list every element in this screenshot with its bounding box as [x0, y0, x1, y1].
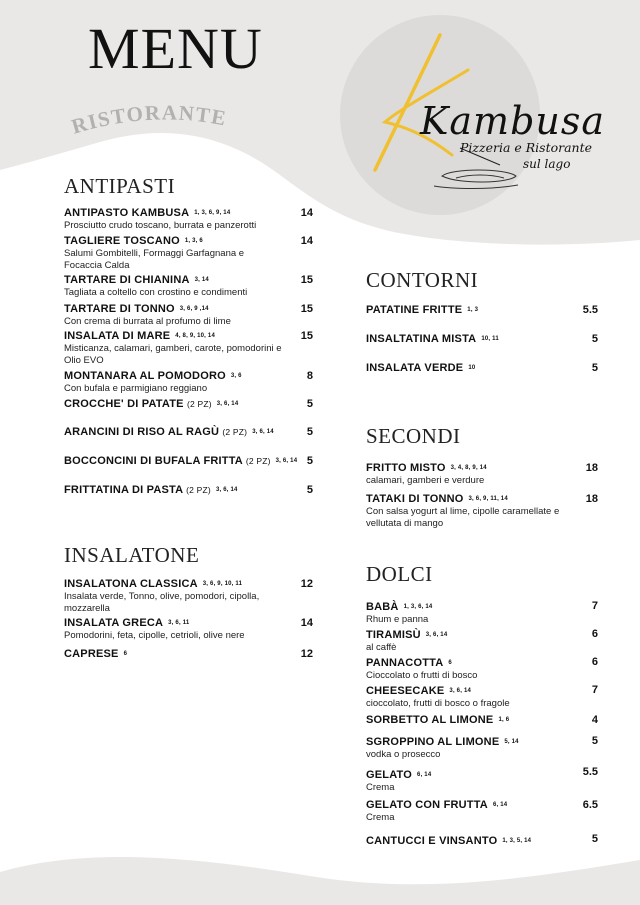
item-name: CROCCHE' DI PATATE	[64, 398, 184, 410]
section-title-antipasti: ANTIPASTI	[64, 174, 176, 198]
item-name: TIRAMISÙ	[366, 629, 421, 641]
item-allergens: 1, 3, 6, 9, 14	[194, 210, 231, 216]
item-size: (2 PZ)	[186, 485, 211, 495]
menu-item	[64, 484, 238, 497]
item-description: Con salsa yogurt al lime, cipolle caramellate e vellutata di mango	[366, 506, 560, 529]
item-allergens: 1, 3, 6	[184, 238, 203, 244]
item-name: TAGLIERE TOSCANO	[64, 235, 180, 247]
item-name: PANNACOTTA	[366, 657, 444, 669]
item-allergens: 10, 11	[481, 336, 499, 342]
menu-item	[64, 235, 264, 272]
item-price: 18	[585, 462, 598, 474]
menu-item	[366, 629, 447, 654]
menu-item	[64, 370, 304, 395]
item-name: SGROPPINO AL LIMONE	[366, 736, 500, 748]
item-allergens: 6	[123, 651, 128, 657]
item-price: 5.5	[582, 304, 598, 316]
item-name: BOCCONCINI DI BUFALA FRITTA	[64, 455, 243, 467]
item-name: TARTARE DI CHIANINA	[64, 274, 190, 286]
menu-item	[366, 362, 475, 375]
item-allergens: 3, 6, 14	[449, 688, 472, 694]
item-allergens: 3, 6, 11	[168, 620, 190, 626]
item-allergens: 3, 6, 14	[252, 429, 274, 435]
brand-name: Kambusa	[420, 99, 606, 143]
item-allergens: 1, 3, 6, 14	[403, 604, 433, 610]
item-name: CAPRESE	[64, 648, 119, 660]
item-description: cioccolato, frutti di bosco o fragole	[366, 698, 510, 709]
item-price: 5	[306, 426, 313, 438]
menu-item	[64, 398, 238, 411]
menu-item	[64, 617, 304, 642]
menu-item	[366, 493, 564, 530]
item-price: 5	[591, 735, 598, 747]
item-name: INSALATA VERDE	[366, 362, 464, 374]
item-price: 6.5	[582, 799, 598, 811]
item-name: BABÀ	[366, 601, 399, 613]
section-title-insalatone: INSALATONE	[64, 543, 200, 567]
menu-item	[366, 657, 477, 682]
svg-text:RISTORANTE	[69, 100, 229, 138]
item-name: SORBETTO AL LIMONE	[366, 714, 494, 726]
menu-item	[366, 769, 431, 794]
item-allergens: 1, 6	[498, 717, 510, 723]
item-price: 4	[591, 714, 598, 726]
item-allergens: 3, 6, 9, 11, 14	[468, 496, 508, 502]
item-price: 15	[300, 303, 313, 315]
item-allergens: 3, 6, 9 ,14	[179, 306, 209, 312]
item-name: MONTANARA AL POMODORO	[64, 370, 226, 382]
item-description: calamari, gamberi e verdure	[366, 475, 485, 486]
item-price: 5	[591, 833, 598, 845]
item-description: Insalata verde, Tonno, olive, pomodori, cipolla, mozzarella	[64, 591, 260, 614]
item-price: 5.5	[582, 766, 598, 778]
item-description: Rhum e panna	[366, 614, 429, 625]
item-description: Pomodorini, feta, cipolle, cetrioli, olive nere	[64, 630, 245, 641]
item-allergens: 1, 3	[467, 307, 479, 313]
item-allergens: 4, 8, 9, 10, 14	[175, 333, 215, 339]
item-name: CHEESECAKE	[366, 685, 445, 697]
item-allergens: 6, 14	[417, 772, 432, 778]
item-name: INSALATA DI MARE	[64, 330, 171, 342]
item-description: Crema	[366, 812, 395, 823]
item-description: Cioccolato o frutti di bosco	[366, 670, 478, 681]
item-allergens: 3, 6, 14	[215, 487, 238, 493]
menu-item	[366, 736, 519, 761]
menu-item	[366, 835, 531, 848]
item-price: 5	[306, 398, 313, 410]
item-price: 14	[300, 235, 313, 247]
item-description: Prosciutto crudo toscano, burrata e panzerotti	[64, 220, 257, 231]
menu-item	[366, 601, 432, 626]
menu-item	[366, 462, 576, 487]
menu-item	[366, 685, 510, 710]
ristorante-subtitle	[68, 92, 268, 152]
item-allergens: 6, 14	[492, 802, 508, 808]
brand-tagline-2: sul lago	[523, 157, 571, 171]
item-price: 12	[300, 648, 313, 660]
menu-item	[64, 330, 286, 367]
item-description: Con bufala e parmigiano reggiano	[64, 383, 208, 394]
menu-item	[64, 274, 304, 299]
item-allergens: 6	[448, 660, 452, 666]
item-price: 5	[306, 455, 313, 467]
item-description: al caffè	[366, 642, 397, 653]
item-allergens: 3, 6, 14	[216, 401, 239, 407]
kambusa-logo	[340, 30, 640, 200]
item-price: 5	[591, 362, 598, 374]
menu-item	[366, 799, 507, 824]
menu-item	[64, 578, 272, 615]
item-description: Misticanza, calamari, gamberi, carote, pomodorini e Olio EVO	[64, 343, 282, 366]
item-price: 14	[300, 207, 313, 219]
ristorante-text: RISTORANTE	[68, 100, 230, 139]
item-price: 18	[585, 493, 598, 505]
item-name: INSALATONA CLASSICA	[64, 578, 198, 590]
item-description: Salumi Gombitelli, Formaggi Garfagnana e Focaccia Calda	[64, 248, 245, 271]
item-description: Tagliata a coltello con crostino e condimenti	[64, 287, 248, 298]
item-size: (2 PZ)	[186, 399, 212, 409]
brand-tagline-1: Pizzeria e Ristorante	[460, 140, 593, 155]
item-name: INSALTATINA MISTA	[366, 333, 477, 345]
item-allergens: 5, 14	[504, 739, 519, 745]
menu-title: MENU	[88, 16, 263, 81]
menu-item	[64, 648, 127, 661]
menu-item	[366, 304, 478, 317]
item-allergens: 3, 6	[230, 373, 242, 379]
section-title-secondi: SECONDI	[366, 424, 461, 448]
menu-item	[64, 207, 304, 232]
item-name: FRITTATINA DI PASTA	[64, 484, 183, 496]
item-name: GELATO CON FRUTTA	[366, 799, 488, 811]
section-title-dolci: DOLCI	[366, 562, 433, 586]
menu-item	[366, 714, 509, 727]
item-description: Con crema di burrata al profumo di lime	[64, 316, 231, 327]
item-price: 7	[591, 684, 598, 696]
item-name: INSALATA GRECA	[64, 617, 164, 629]
item-allergens: 1, 3, 5, 14	[502, 838, 532, 844]
item-allergens: 3, 4, 8, 9, 14	[450, 465, 487, 471]
item-price: 6	[591, 628, 598, 640]
item-size: (2 PZ)	[245, 456, 271, 466]
item-name: GELATO	[366, 769, 413, 781]
item-price: 15	[300, 274, 313, 286]
item-name: PATATINE FRITTE	[366, 304, 463, 316]
menu-item	[64, 303, 304, 328]
section-title-contorni: CONTORNI	[366, 268, 479, 292]
menu-item	[64, 455, 297, 468]
menu-item	[366, 333, 499, 346]
item-name: ARANCINI DI RISO AL RAGÙ	[64, 426, 220, 438]
item-allergens: 3, 6, 9, 10, 11	[202, 581, 243, 587]
item-description: vodka o prosecco	[366, 749, 441, 760]
item-price: 6	[591, 656, 598, 668]
item-price: 15	[300, 330, 313, 342]
item-price: 12	[300, 578, 313, 590]
item-allergens: 3, 6, 14	[425, 632, 448, 638]
menu-item	[64, 426, 274, 439]
item-name: FRITTO MISTO	[366, 462, 446, 474]
item-name: CANTUCCI E VINSANTO	[366, 835, 498, 847]
item-price: 7	[591, 600, 598, 612]
item-name: TARTARE DI TONNO	[64, 303, 175, 315]
item-description: Crema	[366, 782, 395, 793]
item-price: 8	[306, 370, 313, 382]
item-price: 5	[591, 333, 598, 345]
item-name: TATAKI DI TONNO	[366, 493, 464, 505]
item-allergens: 3, 6, 14	[275, 458, 298, 464]
item-size: (2 PZ)	[222, 427, 248, 437]
item-allergens: 3, 14	[194, 277, 209, 283]
item-allergens: 10	[468, 365, 476, 371]
item-price: 5	[306, 484, 313, 496]
item-name: ANTIPASTO KAMBUSA	[64, 207, 190, 219]
item-price: 14	[300, 617, 313, 629]
